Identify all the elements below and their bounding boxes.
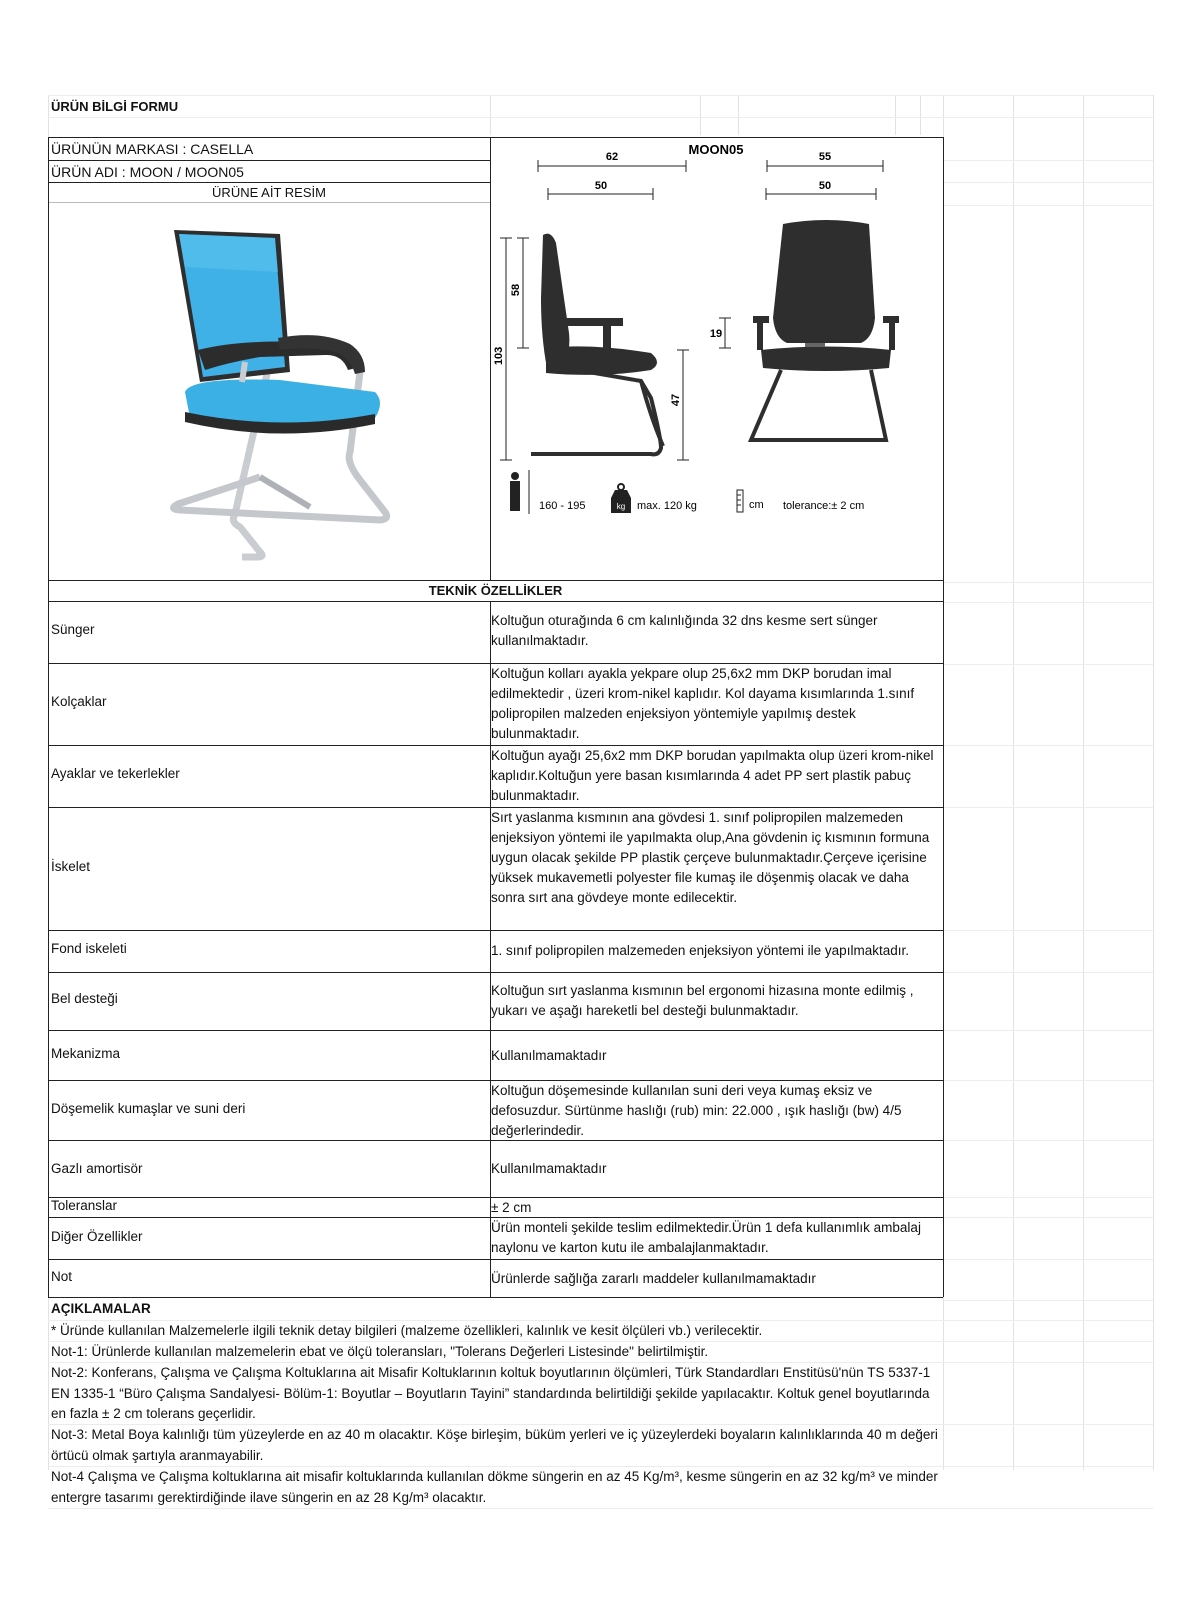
spec-value: Kullanılmamaktadır [491,1161,607,1176]
spec-value: Kullanılmamaktadır [491,1048,607,1063]
spec-row [48,1081,943,1141]
spec-label: Kolçaklar [51,694,107,709]
spec-row [48,601,943,664]
spec-label: Sünger [51,622,95,637]
dim-side-depth: 62 [605,151,619,163]
spec-value: ± 2 cm [491,1200,532,1215]
spec-label: Bel desteği [51,991,118,1006]
note-line: Not-4 Çalışma ve Çalışma koltuklarına ait misafir koltuklarında kullanılan dökme süngerin en az 45 Kg/m³, kesme süngerin en az 32 kg/m³ ve minder entergre tasarımı gerektirdiğinde ilave süngerin en az 28 Kg/m³ olacaktır. [51,1469,938,1505]
spec-label: Döşemelik kumaşlar ve suni deri [51,1101,246,1116]
spec-value: Koltuğun kolları ayakla yekpare olup 25,6x2 mm DKP borudan imal edilmektedir , üzeri krom-nikel kaplıdır. Kol dayama kısımlarında 1.sınıf polipropilen malzeden enjeksiyon yöntemiyle yapılmış destek bulunmaktadır. [491,666,915,741]
spec-label: Ayaklar ve tekerlekler [51,766,180,781]
model-code: MOON05 [688,142,744,157]
svg-text:kg: kg [616,502,626,511]
spec-row [48,931,943,973]
spec-row [48,746,943,808]
spec-row [48,1141,943,1198]
spec-value: Ürün monteli şekilde teslim edilmektedir.Ürün 1 defa kullanımlık ambalaj naylonu ve karton kutu ile ambalajlanmaktadır. [491,1220,921,1255]
spec-label: Diğer Özellikler [51,1229,143,1244]
person-height-icon [510,470,529,514]
chair-photo [160,222,400,562]
spec-row [48,973,943,1031]
dim-arm-height: 19 [709,328,723,340]
ruler-icon [737,490,743,512]
unit-cm: cm [749,499,764,511]
spec-row [48,1260,943,1298]
spec-value: Ürünlerde sağlığa zararlı maddeler kullanılmamaktadır [491,1271,816,1286]
spec-row [48,808,943,931]
spec-label: Fond iskeleti [51,941,127,956]
note-line: Not-2: Konferans, Çalışma ve Çalışma Koltuklarına ait Misafir Koltuklarının koltuk boyutlarının ölçümleri, Türk Standardları Enstitüsü'nün TS 5337-1 EN 1335-1 “Büro Çalışma Sandalyesi- Bölüm-1: Boyutlar – Boyutların Tayini” standardında belirtildiği şekilde yapılacaktır. Koltuk genel boyutlarında en fazla ± 2 cm tolerans geçerlidir. [51,1365,931,1421]
brand-label: ÜRÜNÜN MARKASI : CASELLA [51,141,254,157]
spec-label: Gazlı amortisör [51,1161,143,1176]
dim-total-height: 103 [493,346,505,366]
spec-value: Koltuğun ayağı 25,6x2 mm DKP borudan yapılmakta olup üzeri krom-nikel kaplıdır.Koltuğun yere basan kısımlarında 4 adet PP sert plastik pabuç bulunmaktadır. [491,748,934,803]
height-range: 160 - 195 [539,500,586,512]
spec-value: Koltuğun oturağında 6 cm kalınlığında 32 dns kesme sert sünger kullanılmaktadır. [491,613,878,648]
note-line: Not-1: Ürünlerde kullanılan malzemelerin ebat ve ölçü toleransları, "Tolerans Değerleri Listesinde" belirtilmiştir. [51,1344,709,1359]
spec-row [48,664,943,746]
dim-side-seat: 50 [594,180,608,192]
image-caption: ÜRÜNE AİT RESİM [212,185,326,200]
spec-label: İskelet [51,859,91,874]
note-line: Not-3: Metal Boya kalınlığı tüm yüzeylerde en az 40 m olacaktır. Köşe birleşim, büküm yerleri ve iç yüzeylerdeki boyaların kalınlıklarında 40 m değeri örtücü olmak şartıyla aranmayabilir. [51,1427,938,1463]
spec-value: 1. sınıf polipropilen malzemeden enjeksiyon yöntemi ile yapılmaktadır. [491,943,909,958]
form-title: ÜRÜN BİLGİ FORMU [51,99,179,114]
dim-seat-height: 47 [670,393,682,407]
weight-icon [611,484,631,513]
dim-front-width: 55 [818,151,832,163]
dim-front-seat: 50 [818,180,832,192]
notes-heading: AÇIKLAMALAR [51,1301,151,1316]
dim-back-height: 58 [510,283,522,297]
spec-row [48,1198,943,1218]
spec-label: Mekanizma [51,1046,121,1061]
product-name-label: ÜRÜN ADI : MOON / MOON05 [51,164,244,180]
spec-value: Koltuğun sırt yaslanma kısmının bel ergonomi hizasına monte edilmiş , yukarı ve aşağı hareketli bel desteği bulunmaktadır. [491,983,914,1018]
spec-label: Not [51,1269,73,1284]
technical-drawing [491,138,943,578]
spec-value: Sırt yaslanma kısmının ana gövdesi 1. sınıf polipropilen malzemeden enjeksiyon yöntemi ile yapılmakta olup,Ana gövdenin iç kısmının formuna uygun olacak şekilde PP plastik çerçeve bulunmaktadır.Çerçeve içerisine yüksek mukavemetli polyester file kumaş ile döşenmiş olacak ve daha sonra sırt ana gövdeye monte edilecektir. [491,810,930,905]
tolerance-text: tolerance:± 2 cm [783,500,865,512]
specs-heading: TEKNİK ÖZELLİKLER [428,583,563,598]
spec-row [48,1218,943,1260]
spec-row [48,1031,943,1081]
spec-label: Toleranslar [51,1198,118,1213]
spec-value: Koltuğun döşemesinde kullanılan suni deri veya kumaş eksiz ve defosuzdur. Sürtünme haslığı (rub) min: 22.000 , ışık haslığı (bw) 4/5 değerlerindedir. [491,1083,902,1138]
note-line: * Üründe kullanılan Malzemelerle ilgili teknik detay bilgileri (malzeme özellikleri, kalınlık ve kesit ölçüleri vb.) verilecektir. [51,1323,763,1338]
max-load: max. 120 kg [637,500,697,512]
